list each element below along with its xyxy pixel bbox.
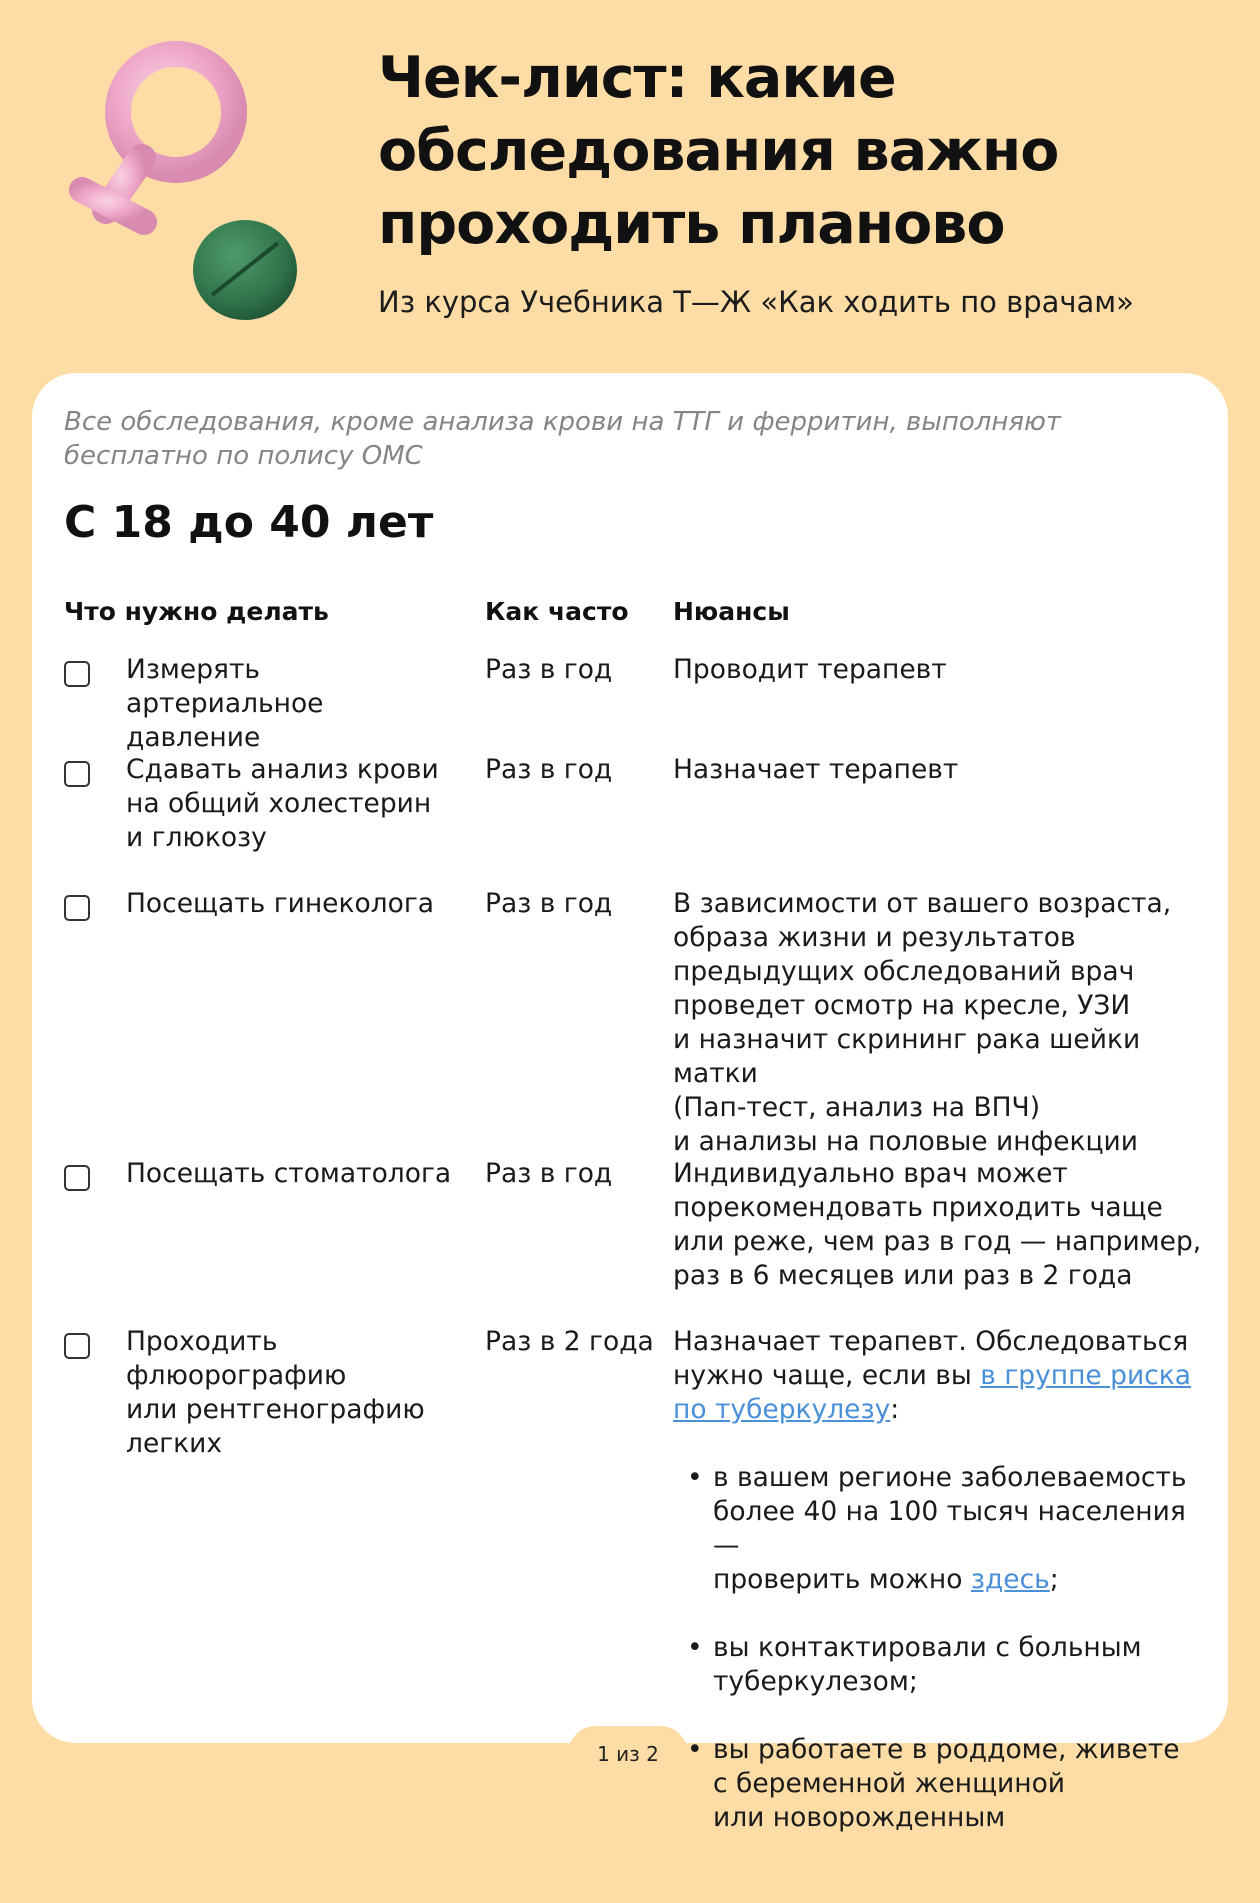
list-item: • вы работаете в роддоме, живете с беременной женщиной или новорожденным xyxy=(673,1733,1213,1835)
nuance-text: Назначает терапевт xyxy=(673,754,959,785)
task-text: Сдавать анализ крови на общий холестерин и глюкозу xyxy=(126,754,439,853)
subtitle: Из курса Учебника Т—Ж «Как ходить по врачам» xyxy=(378,285,1134,319)
column-header-task: Что нужно делать xyxy=(64,597,329,626)
page-title: Чек-лист: какие обследования важно проходить планово xyxy=(378,45,1059,257)
task-text: Посещать стоматолога xyxy=(126,1158,452,1189)
nuance-text: В зависимости от вашего возраста, образа жизни и результатов предыдущих обследований врач проведет осмотр на кресле, УЗИ и назначит скрининг рака шейки матки (Пап-тест, анализ на ВПЧ) и анализы на половые инфекции xyxy=(673,888,1172,1157)
checkbox[interactable] xyxy=(64,1333,90,1359)
column-header-nuances: Нюансы xyxy=(673,597,790,626)
frequency-text: Раз в год xyxy=(485,754,613,785)
frequency-text: Раз в год xyxy=(485,654,613,685)
list-item-punct: ; xyxy=(1049,1564,1059,1595)
frequency-text: Раз в год xyxy=(485,888,613,919)
nuance-text: Проводит терапевт xyxy=(673,654,947,685)
list-item xyxy=(673,1461,1213,1597)
nuance-intro: Назначает терапевт. Обследоваться нужно чаще, если вы xyxy=(673,1326,1189,1391)
section-title: С 18 до 40 лет xyxy=(64,497,434,548)
task-text: Проходить флюорографию или рентгенографию легких xyxy=(126,1326,425,1459)
page-indicator: 1 из 2 xyxy=(568,1726,688,1782)
header xyxy=(0,0,1260,370)
oms-note: Все обследования, кроме анализа крови на ТТГ и ферритин, выполняют бесплатно по полису ОМС xyxy=(64,407,1062,471)
nuance-text xyxy=(673,1325,1213,1903)
column-header-frequency: Как часто xyxy=(485,597,629,626)
pill-icon xyxy=(190,215,300,325)
checkbox[interactable] xyxy=(64,661,90,687)
frequency-text: Раз в 2 года xyxy=(485,1326,654,1357)
task-text: Посещать гинеколога xyxy=(126,888,434,919)
risk-list xyxy=(673,1427,1213,1869)
list-item-text: в вашем регионе заболеваемость более 40 на 100 тысяч населения — проверить можно xyxy=(713,1462,1187,1595)
nuance-colon: : xyxy=(890,1394,900,1425)
task-text: Измерять артериальное давление xyxy=(126,654,324,753)
list-item: • вы контактировали с больным туберкулезом; xyxy=(673,1631,1213,1699)
frequency-text: Раз в год xyxy=(485,1158,613,1189)
check-here-link[interactable]: здесь xyxy=(970,1564,1050,1595)
tuberculosis-risk-link[interactable]: в группе риска по туберкулезу xyxy=(673,1360,1191,1425)
checkbox[interactable] xyxy=(64,1165,90,1191)
checkbox[interactable] xyxy=(64,895,90,921)
nuance-text: Индивидуально врач может порекомендовать приходить чаще или реже, чем раз в год — например, раз в 6 месяцев или раз в 2 года xyxy=(673,1158,1202,1291)
checkbox[interactable] xyxy=(64,761,90,787)
